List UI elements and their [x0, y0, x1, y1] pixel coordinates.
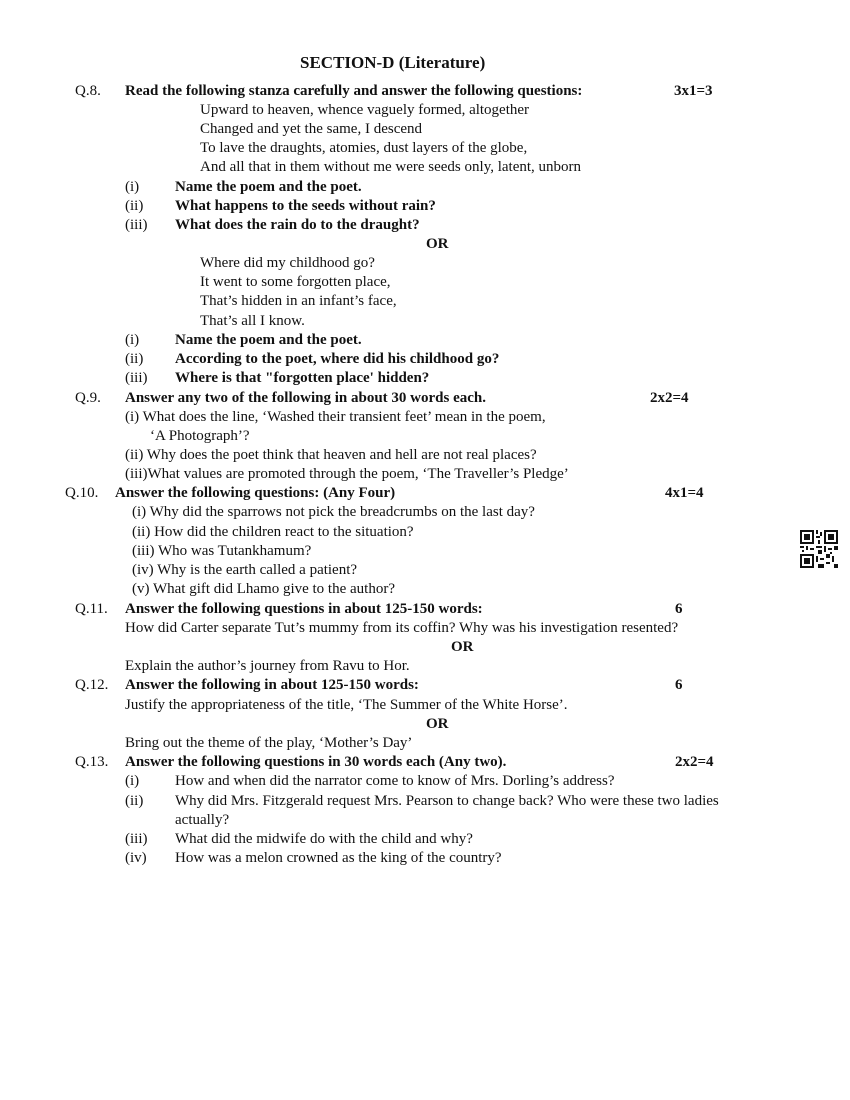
q13-question-cont: actually? [175, 812, 230, 828]
q13-question: Why did Mrs. Fitzgerald request Mrs. Pearson to change back? Who were these two ladies [175, 793, 719, 809]
q12-marks: 6 [675, 677, 683, 693]
q8-marks: 3x1=3 [674, 83, 713, 99]
q12-number: Q.12. [75, 677, 109, 693]
q13-question-label: (ii) [125, 793, 144, 809]
q13-question-label: (i) [125, 773, 140, 789]
stanza-line: That’s all I know. [200, 313, 305, 329]
or-divider: OR [426, 236, 449, 252]
q10-line: (iii) Who was Tutankhamum? [132, 543, 312, 559]
q13-question: How and when did the narrator come to know of Mrs. Dorling’s address? [175, 773, 615, 789]
stanza-line: Upward to heaven, whence vaguely formed, altogether [200, 102, 530, 118]
q13-number: Q.13. [75, 754, 109, 770]
qr-code-icon [800, 530, 838, 568]
q10-line: (iv) Why is the earth called a patient? [132, 562, 358, 578]
q8-question-label: (ii) [125, 198, 144, 214]
q8-question: What does the rain do to the draught? [175, 217, 420, 233]
q9-line: (ii) Why does the poet think that heaven and hell are not real places? [125, 447, 537, 463]
stanza-line: To lave the draughts, atomies, dust layers of the globe, [200, 140, 528, 156]
q10-marks: 4x1=4 [665, 485, 704, 501]
q10-line: (ii) How did the children react to the situation? [132, 524, 414, 540]
q10-line: (i) Why did the sparrows not pick the breadcrumbs on the last day? [132, 504, 535, 520]
q8-alt-question: According to the poet, where did his childhood go? [175, 351, 500, 367]
stanza-line: And all that in them without me were seeds only, latent, unborn [200, 159, 582, 175]
stanza-line: Changed and yet the same, I descend [200, 121, 423, 137]
q10-instruction: Answer the following questions: (Any Four) [115, 485, 396, 501]
q8-alt-question: Name the poem and the poet. [175, 332, 362, 348]
stanza-line: It went to some forgotten place, [200, 274, 391, 290]
q9-line: (i) What does the line, ‘Washed their transient feet’ mean in the poem, [125, 409, 546, 425]
q13-marks: 2x2=4 [675, 754, 714, 770]
section-title: SECTION-D (Literature) [300, 53, 486, 72]
q13-question-label: (iii) [125, 831, 148, 847]
q12-instruction: Answer the following in about 125-150 words: [125, 677, 419, 693]
q8-alt-question-label: (i) [125, 332, 140, 348]
q11-marks: 6 [675, 601, 683, 617]
q11-text-alt: Explain the author’s journey from Ravu to Hor. [125, 658, 410, 674]
q8-alt-question-label: (ii) [125, 351, 144, 367]
q9-line: ‘A Photograph’? [150, 428, 250, 444]
or-divider: OR [451, 639, 474, 655]
q9-instruction: Answer any two of the following in about 30 words each. [125, 390, 486, 406]
stanza-line: That’s hidden in an infant’s face, [200, 293, 397, 309]
q8-question: Name the poem and the poet. [175, 179, 362, 195]
q12-text-alt: Bring out the theme of the play, ‘Mother’s Day’ [125, 735, 413, 751]
q10-number: Q.10. [65, 485, 99, 501]
q13-instruction: Answer the following questions in 30 words each (Any two). [125, 754, 507, 770]
q12-text: Justify the appropriateness of the title, ‘The Summer of the White Horse’. [125, 697, 568, 713]
or-divider: OR [426, 716, 449, 732]
q8-alt-question: Where is that "forgotten place' hidden? [175, 370, 430, 386]
q8-question: What happens to the seeds without rain? [175, 198, 436, 214]
q8-number: Q.8. [75, 83, 101, 99]
q8-alt-question-label: (iii) [125, 370, 148, 386]
stanza-line: Where did my childhood go? [200, 255, 375, 271]
q8-question-label: (iii) [125, 217, 148, 233]
q13-question: What did the midwife do with the child and why? [175, 831, 473, 847]
q9-number: Q.9. [75, 390, 101, 406]
q13-question: How was a melon crowned as the king of the country? [175, 850, 502, 866]
q11-number: Q.11. [75, 601, 108, 617]
q10-line: (v) What gift did Lhamo give to the author? [132, 581, 395, 597]
q8-instruction: Read the following stanza carefully and answer the following questions: [125, 83, 583, 99]
q11-instruction: Answer the following questions in about 125-150 words: [125, 601, 483, 617]
q8-question-label: (i) [125, 179, 140, 195]
q9-line: (iii)What values are promoted through the poem, ‘The Traveller’s Pledge’ [125, 466, 569, 482]
q11-text: How did Carter separate Tut’s mummy from its coffin? Why was his investigation resented? [125, 620, 679, 636]
q13-question-label: (iv) [125, 850, 147, 866]
q9-marks: 2x2=4 [650, 390, 689, 406]
